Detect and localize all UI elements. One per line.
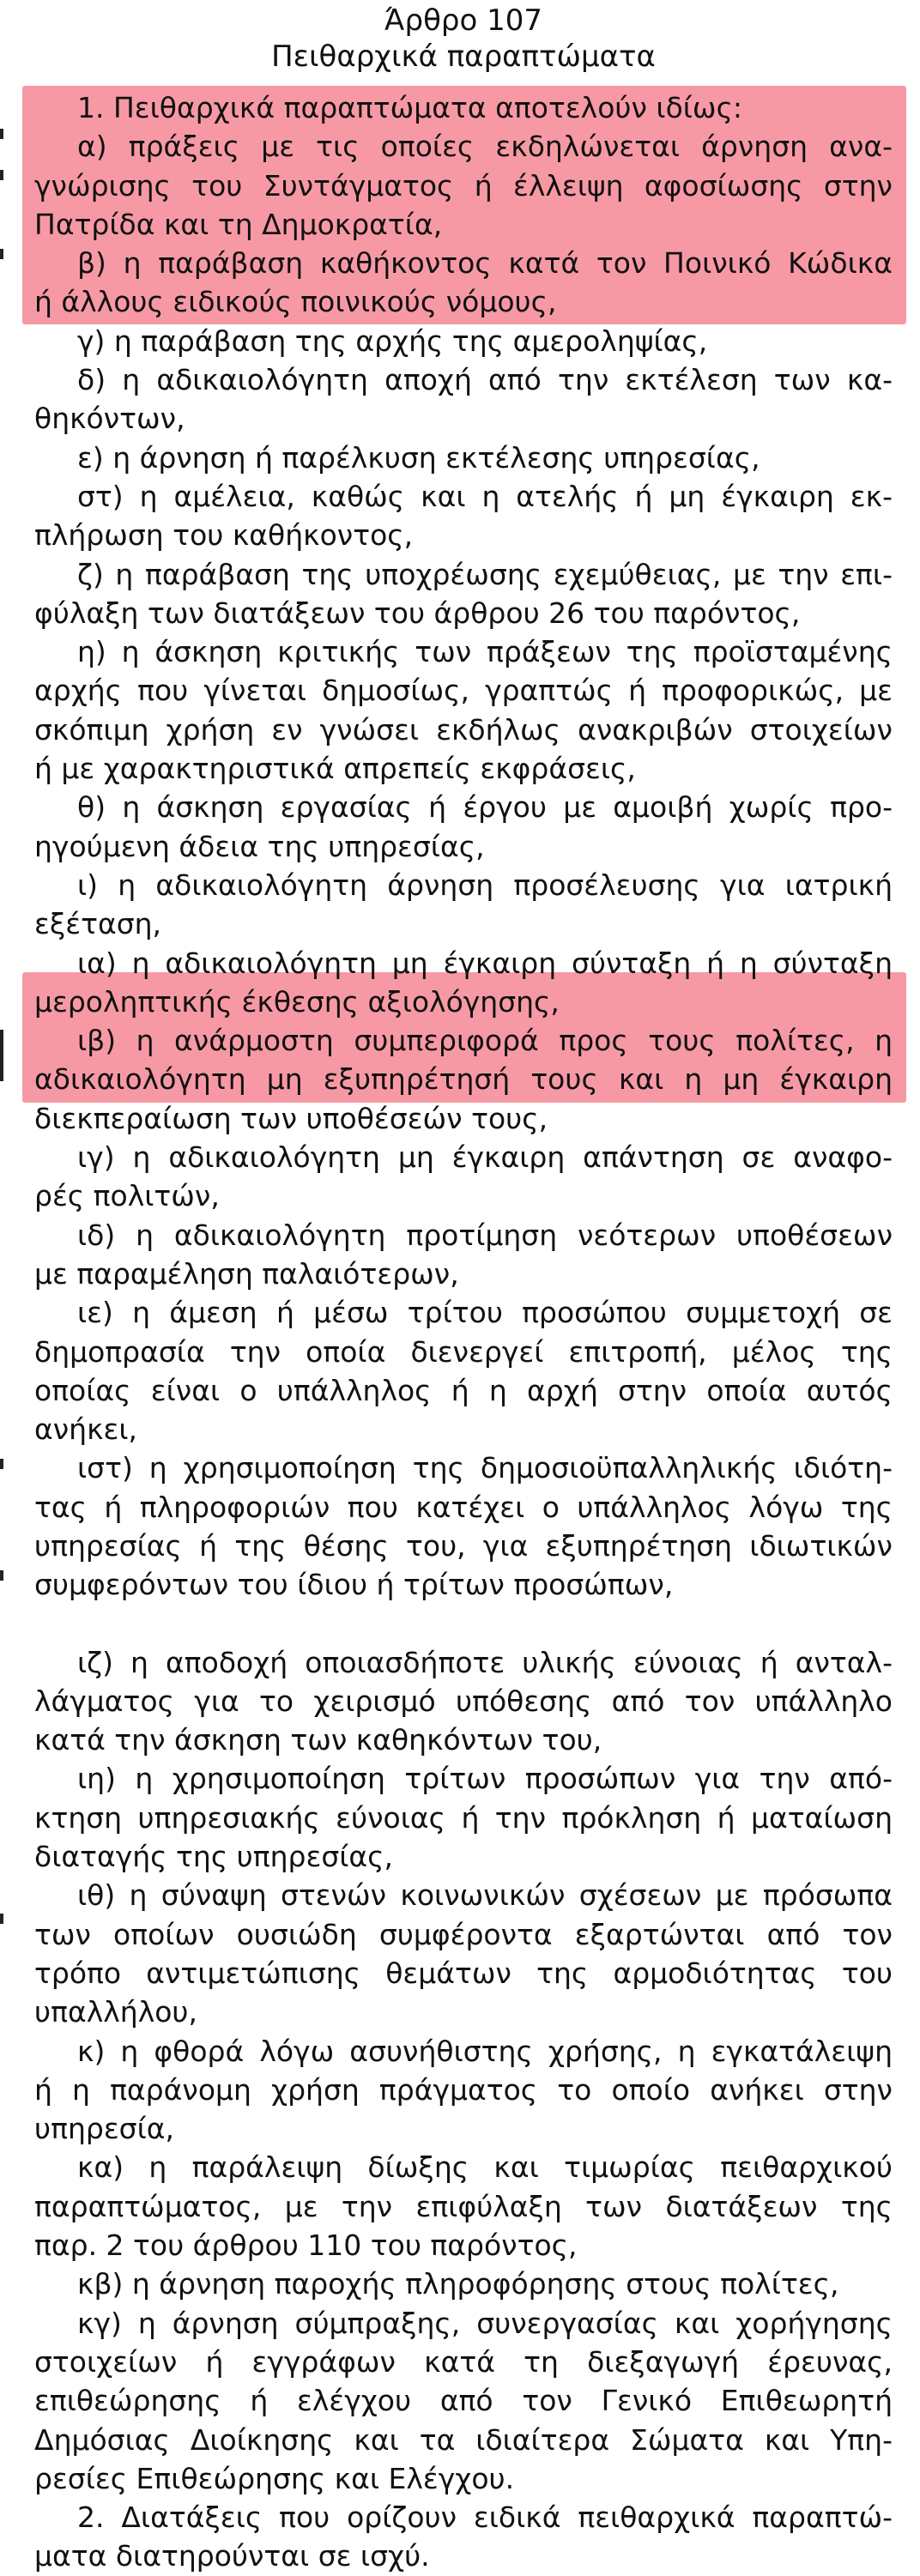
paragraph	[34, 438, 893, 477]
paragraph	[34, 2148, 893, 2265]
paragraph	[34, 866, 893, 944]
margin-mark	[0, 1914, 3, 1924]
paragraph	[34, 322, 893, 360]
paragraph	[34, 2304, 893, 2498]
paragraph	[34, 1138, 893, 1216]
paragraph	[34, 2498, 893, 2576]
text-line: αδικαιολόγητη μη εξυπηρέτησή τους και η μη έγκαιρη	[34, 1062, 893, 1097]
article-number: Άρθρο 107	[384, 3, 542, 38]
text-line: παρ. 2 του άρθρου 110 του παρόντος,	[34, 2228, 578, 2263]
text-line: σκόπιμη χρήση εν γνώσει εκδήλως ανακριβών στοιχείων	[34, 712, 893, 747]
text-line: πλήρωση του καθήκοντος,	[34, 518, 414, 553]
text-line: διεκπεραίωση των υποθέσεών τους,	[34, 1101, 548, 1135]
paragraph	[34, 244, 893, 322]
text-line: μεροληπτικής έκθεσης αξιολόγησης,	[34, 984, 560, 1019]
text-line: 2. Διατάξεις που ορίζουν ειδικά πειθαρχικά παραπτώ-	[77, 2500, 893, 2535]
text-line: ιδ) η αδικαιολόγητη προτίμηση νεότερων υποθέσεων	[77, 1218, 893, 1252]
text-line: κατά την άσκηση των καθηκόντων του,	[34, 1723, 602, 1757]
paragraph	[34, 2265, 893, 2303]
text-line: υπαλλήλου,	[34, 1995, 197, 2029]
text-line: των οποίων ουσιώδη συμφέροντα εξαρτώνται από τον	[34, 1917, 893, 1951]
text-line: με παραμέληση παλαιότερων,	[34, 1256, 459, 1291]
paragraph	[34, 944, 893, 1022]
text-line: κτηση υπηρεσιακής εύνοιας ή την πρόκληση ή ματαίωση	[34, 1800, 893, 1835]
text-line: τρόπο αντιμετώπισης θεμάτων της αρμοδιότητας του	[34, 1956, 893, 1990]
text-line: κα) η παράλειψη δίωξης και τιμωρίας πειθαρχικού	[77, 2150, 893, 2185]
text-line: συμφερόντων του ίδιου ή τρίτων προσώπων,	[34, 1568, 674, 1602]
text-line: στ) η αμέλεια, καθώς και η ατελής ή μη έγκαιρη εκ-	[77, 479, 893, 513]
paragraph	[34, 1876, 893, 2031]
paragraph	[34, 1643, 893, 1760]
margin-marks	[0, 0, 9, 2534]
article-body	[34, 88, 893, 2576]
text-line: ε) η άρνηση ή παρέλκυση εκτέλεσης υπηρεσίας,	[77, 440, 760, 475]
text-line: τας ή πληροφοριών που κατέχει ο υπάλληλος λόγω της	[34, 1490, 893, 1524]
text-line: κβ) η άρνηση παροχής πληροφόρησης στους πολίτες,	[77, 2267, 839, 2301]
margin-mark	[0, 1459, 3, 1469]
paragraph	[34, 1293, 893, 1448]
margin-mark	[0, 1570, 3, 1581]
text-line: οποίας είναι ο υπάλληλος ή η αρχή στην οποία αυτός	[34, 1373, 893, 1407]
paragraph	[34, 2032, 893, 2149]
text-line: επιθεώρησης ή ελέγχου από τον Γενικό Επιθεωρητή	[34, 2384, 893, 2418]
text-line: λάγματος για το χειρισμό υπόθεσης από τον υπάλληλο	[34, 1684, 893, 1718]
text-line: ματα διατηρούνται σε ισχύ.	[34, 2539, 430, 2573]
text-line: φύλαξη των διατάξεων του άρθρου 26 του παρόντος,	[34, 596, 801, 630]
margin-mark	[0, 129, 3, 139]
text-line: ιζ) η αποδοχή οποιασδήποτε υλικής εύνοιας ή ανταλ-	[77, 1645, 893, 1679]
text-line: ρές πολιτών,	[34, 1179, 220, 1213]
text-line: ιστ) η χρησιμοποίηση της δημοσιοϋπαλληλικής ιδιότη-	[77, 1451, 893, 1485]
text-line: κ) η φθορά λόγω ασυνήθιστης χρήσης, η εγκατάλειψη	[77, 2034, 893, 2068]
text-line: υπηρεσίας ή της θέσης του, για εξυπηρέτηση ιδιωτικών	[34, 1528, 893, 1563]
text-line: αρχής που γίνεται δημοσίως, γραπτώς ή προφορικώς, με	[34, 674, 893, 708]
paragraph	[34, 632, 893, 788]
paragraph	[34, 1216, 893, 1294]
text-line: α) πράξεις με τις οποίες εκδηλώνεται άρνηση ανα-	[77, 130, 893, 164]
text-line: ανήκει,	[34, 1412, 138, 1447]
paragraph	[34, 555, 893, 633]
paragraph	[34, 1759, 893, 1876]
text-line: ή η παράνομη χρήση πράγματος το οποίο ανήκει στην	[34, 2072, 893, 2107]
text-line: ιε) η άμεση ή μέσω τρίτου προσώπου συμμετοχή σε	[77, 1296, 893, 1330]
paragraph	[34, 360, 893, 438]
margin-mark	[0, 1030, 3, 1081]
text-line: δημοπρασία την οποία διενεργεί επιτροπή, μέλος της	[34, 1334, 893, 1369]
paragraph	[34, 788, 893, 866]
text-line: θηκόντων,	[34, 402, 185, 436]
paragraph	[34, 1448, 893, 1604]
text-line: ιη) η χρησιμοποίηση τρίτων προσώπων για την από-	[77, 1762, 893, 1796]
text-line: ρεσίες Επιθεώρησης και Ελέγχου.	[34, 2461, 515, 2495]
text-line: β) η παράβαση καθήκοντος κατά τον Ποινικό Κώδικα	[77, 246, 893, 281]
text-line: ζ) η παράβαση της υποχρέωσης εχεμύθειας, με την επι-	[77, 557, 893, 591]
paragraph	[34, 88, 893, 127]
text-line: η) η άσκηση κριτικής των πράξεων της προϊσταμένης	[77, 635, 893, 669]
text-line: 1. Πειθαρχικά παραπτώματα αποτελούν ιδίως:	[77, 91, 743, 124]
text-line: ιθ) η σύναψη στενών κοινωνικών σχέσεων με πρόσωπα	[77, 1878, 893, 1913]
text-line: παραπτώματος, με την επιφύλαξη των διατάξεων της	[34, 2189, 893, 2223]
margin-mark	[0, 249, 3, 259]
text-line: γνώρισης του Συντάγματος ή έλλειψη αφοσίωσης στην	[34, 168, 893, 203]
text-line: ιβ) η ανάρμοστη συμπεριφορά προς τους πολίτες, η	[77, 1024, 893, 1058]
text-line: υπηρεσία,	[34, 2112, 174, 2146]
paragraph	[34, 127, 893, 244]
text-line: ηγούμενη άδεια της υπηρεσίας,	[34, 829, 485, 863]
text-line: στοιχείων ή εγγράφων κατά τη διεξαγωγή έρευνας,	[34, 2344, 893, 2379]
text-line: διαταγής της υπηρεσίας,	[34, 1840, 394, 1874]
text-line: ιγ) η αδικαιολόγητη μη έγκαιρη απάντηση σε αναφο-	[77, 1140, 893, 1175]
text-line: Πατρίδα και τη Δημοκρατία,	[34, 207, 443, 241]
text-line: Δημόσιας Διοίκησης και τα ιδιαίτερα Σώματα και Υπη-	[34, 2422, 893, 2457]
text-line: δ) η αδικαιολόγητη αποχή από την εκτέλεση των κα-	[77, 363, 893, 397]
text-line: κγ) η άρνηση σύμπραξης, συνεργασίας και χορήγησης	[77, 2306, 893, 2340]
paragraph	[34, 1021, 893, 1138]
text-line: εξέταση,	[34, 907, 162, 941]
text-line: ια) η αδικαιολόγητη μη έγκαιρη σύνταξη ή η σύνταξη	[77, 946, 893, 980]
article-title: Πειθαρχικά παραπτώματα	[271, 39, 656, 74]
text-line: θ) η άσκηση εργασίας ή έργου με αμοιβή χωρίς προ-	[77, 790, 893, 825]
text-line: γ) η παράβαση της αρχής της αμεροληψίας,	[77, 324, 708, 358]
text-line: ι) η αδικαιολόγητη άρνηση προσέλευσης για ιατρική	[77, 868, 893, 902]
margin-mark	[0, 170, 3, 180]
paragraph	[34, 477, 893, 555]
text-line: ή με χαρακτηριστικά απρεπείς εκφράσεις,	[34, 752, 636, 786]
text-line: ή άλλους ειδικούς ποινικούς νόμους,	[34, 285, 557, 319]
